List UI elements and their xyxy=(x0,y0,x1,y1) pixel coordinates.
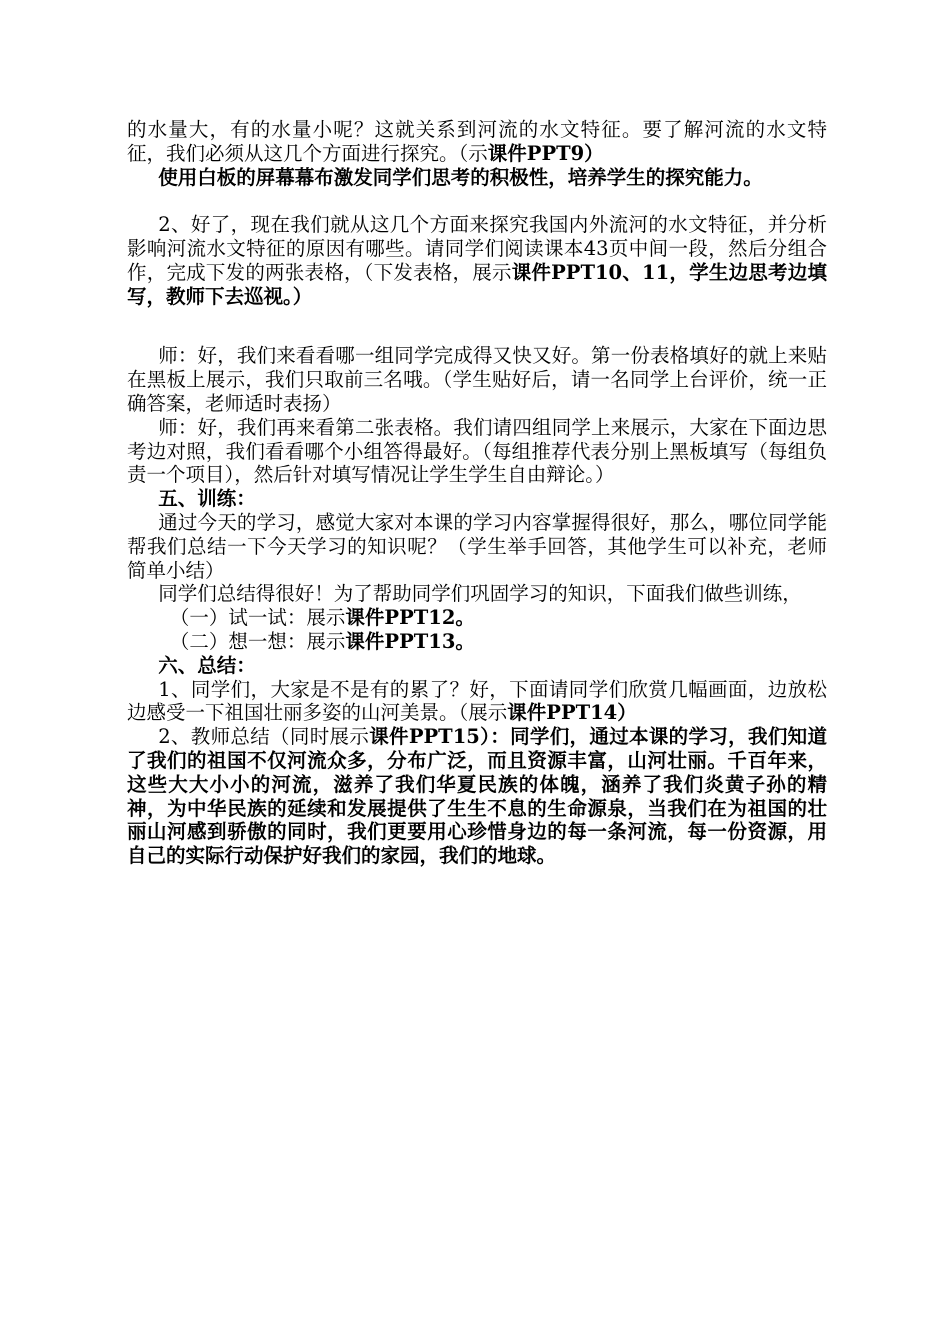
paragraph-exercise-2 xyxy=(127,630,827,654)
text-run-bold: 课件 xyxy=(369,725,409,749)
text-run: 2、好了，现在我们就从这几个方面来探究我国内外流河的水文特征，并分析影响河流水文特征的原因有哪些。请同学们阅读课本43页中间一段，然后分组合作，完成下发的两张表格，（下发表格，展示 xyxy=(127,213,827,284)
heading-summary: 六、总结： xyxy=(158,653,256,677)
text-run: 的水量大，有的水量小呢？这就关系到河流的水文特征。要了解河流的水文特征，我们必须从这几个方面进行探究。（示 xyxy=(127,118,827,165)
paragraph-summary-1 xyxy=(127,678,827,726)
paragraph-summary-2 xyxy=(127,725,827,868)
text-run-bold: 课件 xyxy=(511,260,552,284)
paragraph-teacher-2: 师：好，我们再来看第二张表格。我们请四组同学上来展示，大家在下面边思考边对照，我们看看哪个小组答得最好。（每组推荐代表分别上黑板填写（每组负责一个项目），然后针对填写情况让学生学生自由辩论。） xyxy=(127,415,827,487)
paragraph-exercise-1 xyxy=(127,606,827,630)
paragraph-explore xyxy=(127,213,827,308)
paragraph-intro xyxy=(127,118,827,166)
text-run-bold: PPT13。 xyxy=(384,629,475,653)
heading-training: 五、训练： xyxy=(158,487,256,511)
spacer xyxy=(127,308,827,344)
paragraph-training-intro: 同学们总结得很好！为了帮助同学们巩固学习的知识，下面我们做些训练， xyxy=(158,582,802,606)
text-run: （一）试一试：展示 xyxy=(169,606,346,630)
text-run: 2、教师总结（同时展示 xyxy=(158,725,370,749)
text-run-bold: PPT10、11，学生边思考边填写，教师下去巡视。） xyxy=(127,260,827,308)
spacer xyxy=(127,189,827,213)
text-run-bold: 课件 xyxy=(487,141,527,165)
text-run: （二）想一想：展示 xyxy=(169,629,346,653)
paragraph-teacher-1: 师：好，我们来看看哪一组同学完成得又快又好。第一份表格填好的就上来贴在黑板上展示，我们只取前三名哦。（学生贴好后，请一名同学上台评价，统一正确答案，老师适时表扬） xyxy=(127,344,827,415)
text-run-bold: 课件 xyxy=(345,629,385,653)
text-run: 1、同学们，大家是不是有的累了？好，下面请同学们欣赏几幅画面，边放松边感受一下祖国壮丽多姿的山河美景。（展示 xyxy=(127,677,827,725)
text-run-bold: PPT9） xyxy=(526,141,604,165)
document-body xyxy=(127,118,827,868)
paragraph-whiteboard-note: 使用白板的屏幕幕布激发同学们思考的积极性，培养学生的探究能力。 xyxy=(158,165,763,189)
paragraph-summary-question: 通过今天的学习，感觉大家对本课的学习内容掌握得很好，那么，哪位同学能帮我们总结一下今天学习的知识呢？（学生举手回答，其他学生可以补充，老师简单小结） xyxy=(127,510,827,582)
text-run-bold: PPT15）：同学们，通过本课的学习，我们知道了我们的祖国不仅河流众多，分布广泛，而且资源丰富，山河壮丽。千百年来，这些大大小小的河流，滋养了我们华夏民族的体魄，涵养了我们炎黄子孙的精神，为中华民族的延续和发展提供了生生不息的生命源泉，当我们在为祖国的壮丽山河感到骄傲的同时，我们更要用心珍惜身边的每一条河流，每一份资源，用自己的实际行动保护好我们的家园，我们的地球。 xyxy=(127,725,827,868)
text-run-bold: PPT12。 xyxy=(384,606,475,630)
text-run-bold: PPT14） xyxy=(546,701,637,725)
text-run-bold: 课件 xyxy=(345,606,385,630)
text-run-bold: 课件 xyxy=(507,701,547,725)
